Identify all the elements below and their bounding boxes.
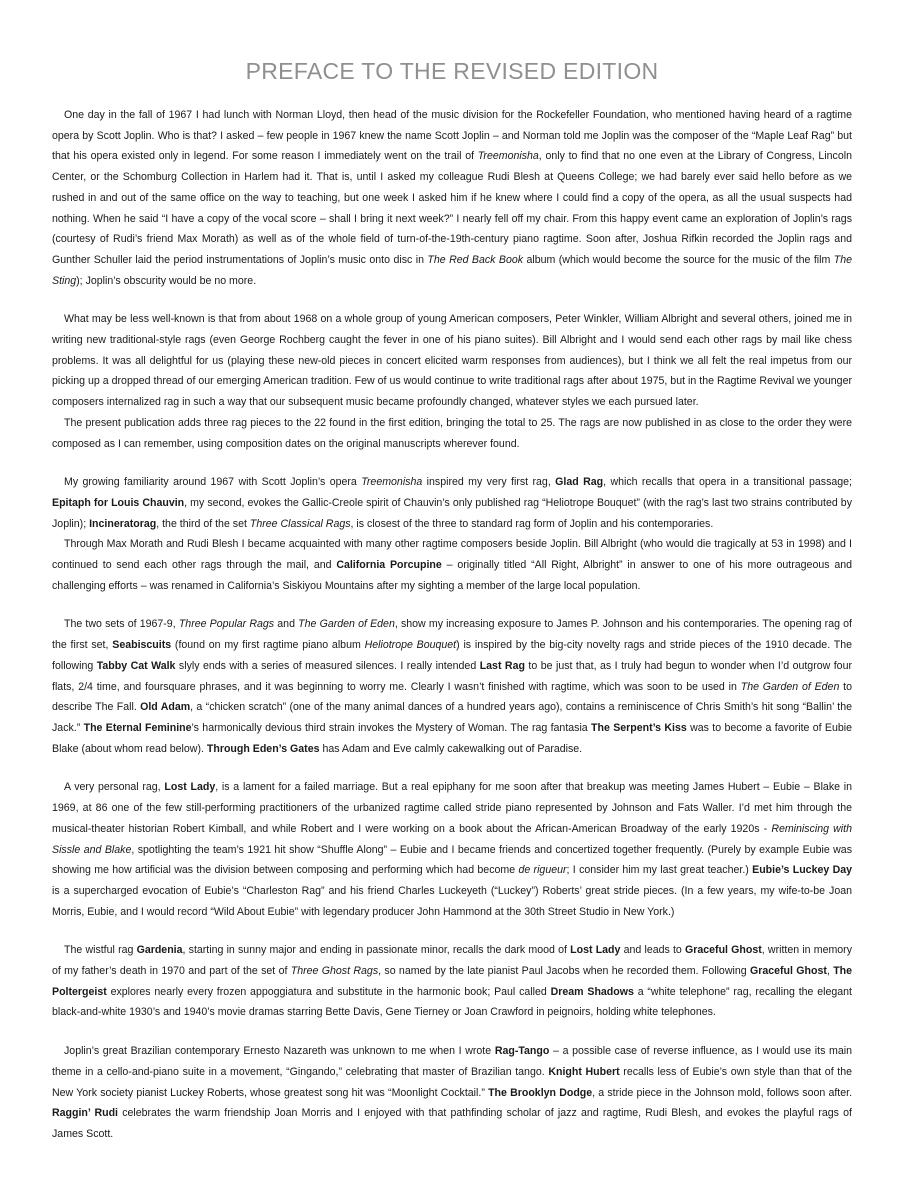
text-run: , so named by the late pianist Paul Jacobs when he recorded them. Following — [378, 965, 750, 978]
text-run: celebrates the warm friendship Joan Morris and I enjoyed with that pathfinding scholar of jazz and ragtime, Rudi Blesh, and evokes the playful rags of James Scott. — [52, 1107, 852, 1140]
work-title: Three Classical Rags — [249, 517, 351, 530]
rag-title: Through Eden’s Gates — [206, 742, 320, 755]
text-run: , a stride piece in the Johnson mold, follows soon after. — [592, 1086, 853, 1099]
work-title: The Sting — [52, 253, 852, 287]
text-run: The wistful rag — [64, 944, 137, 957]
paragraph — [52, 777, 852, 922]
rag-title: Eubie’s Luckey Day — [752, 864, 853, 877]
work-title: Reminiscing with Sissle and Blake — [52, 822, 852, 856]
text-run: explores nearly every frozen appoggiatura and substitute in the harmonic book; Paul called — [106, 985, 551, 998]
rag-title: Old Adam — [140, 701, 191, 714]
text-run: to describe The Fall. — [52, 680, 852, 714]
rag-title: Glad Rag — [555, 476, 604, 489]
work-title: Three Popular Rags — [178, 618, 275, 631]
rag-title: Gardenia — [136, 944, 183, 957]
text-run: inspired my very first rag, — [422, 476, 556, 489]
paragraph — [52, 614, 852, 759]
text-run: My growing familiarity around 1967 with Scott Joplin’s opera — [64, 476, 362, 489]
rag-title: The Serpent’s Kiss — [591, 721, 687, 734]
text-run: to be just that, as I truly had begun to wonder when I’d outgrow four flats, 2/4 time, and foursquare phrases, and it was beginning to worry me. Clearly I wasn’t finished with ragtime, which was soon to be used in — [52, 659, 852, 693]
work-title: Heliotrope Bouquet — [364, 639, 457, 652]
rag-title: The Brooklyn Dodge — [488, 1086, 593, 1099]
text-run: , written in memory of my father’s death in 1970 and part of the set of — [52, 944, 853, 978]
text-run: and — [274, 618, 299, 631]
text-run: , a “chicken scratch” (one of the many animal dances of a hundred years ago), contains a reminiscence of Chris Smith’s hit song “Ballin’ the Jack.” — [52, 701, 852, 734]
text-run: One day in the fall of 1967 I had lunch with Norman Lloyd, then head of the music division for the Rockefeller Foundation, who mentioned having heard of a ragtime opera by Scott Joplin. Who is that? I asked – few people in 1967 knew the name Scott Joplin – and Norman told me Joplin was the composer of the “Maple Leaf Rag” but that his opera existed only in legend. For some reason I immediately went on the trail of — [52, 109, 852, 163]
paragraph — [52, 413, 852, 454]
text-run: , which recalls that opera in a transitional passage; — [603, 476, 852, 489]
text-run: ) is inspired by the big-city novelty rags and stride pieces of the 1910 decade. The following — [52, 639, 852, 672]
text-run: Through Max Morath and Rudi Blesh I became acquainted with many other ragtime composers beside Joplin. Bill Albright (who would die tragically at 53 in 1998) and I continued to send each other rags through the mail, and — [52, 538, 852, 572]
text-run: is a supercharged evocation of Eubie’s “Charleston Rag” and his friend Charles Luckeyeth (“Luckey”) Roberts’ great stride pieces. (In a few years, my wife-to-be Joan Morris, Eubie, and I would record “Wild About Eubie” with legendary producer John Hammond at the 30th Street Studio in New York.) — [52, 884, 852, 918]
rag-title: Epitaph for Louis Chauvin — [52, 496, 185, 509]
paragraph — [52, 534, 852, 596]
paragraph — [52, 105, 852, 291]
work-title: Treemonisha — [477, 150, 539, 163]
text-run: , starting in sunny major and ending in passionate minor, recalls the dark mood of — [182, 944, 571, 957]
rag-title: Graceful Ghost — [749, 965, 827, 978]
preface-body — [52, 105, 852, 1145]
rag-title: Knight Hubert — [548, 1065, 620, 1078]
text-run: , only to find that no one even at the Library of Congress, Lincoln Center, or the Schomburg Collection in Harlem had it. That is, until I asked my colleague Rudi Blesh at Queens College; we had barely ever said hello before as we rushed in and out of the same office on the way to teaching, but one week I asked him if he knew where I could find a copy of the opera, as all the usual suspects had nothing. When he said “I have a copy of the vocal score – shall I bring it next week?” I nearly fell off my chair. From this happy event came an exploration of Joplin’s rags (courtesy of Rudi’s friend Max Morath) as well as of the whole field of turn-of-the-19th-century piano ragtime. Soon after, Joshua Rifkin recorded the Joplin rags and Gunther Schuller laid the period instrumentations of Joplin’s music onto disc in — [52, 150, 852, 266]
text-run: ); Joplin’s obscurity would be no more. — [76, 274, 257, 287]
paragraph — [52, 309, 852, 413]
rag-title: Graceful Ghost — [685, 944, 762, 957]
text-run: , show my increasing exposure to James P. Johnson and his contemporaries. The opening rag of the first set, — [52, 618, 852, 652]
rag-title: Rag-Tango — [494, 1045, 550, 1058]
text-run: a “white telephone” rag, recalling the elegant black-and-white 1930’s and 1940’s movie dramas starring Bette Davis, Gene Tierney or Joan Crawford in peignoirs, holding white telephones. — [52, 985, 852, 1019]
text-run: – originally titled “All Right, Albright” in answer to one of his more outrageous and challenging efforts – was renamed in California’s Siskiyou Mountains after my sighting a member of the large local population. — [52, 559, 853, 592]
text-run: – a possible case of reverse influence, as I would use its main theme in a cello-and-piano suite in a movement, “Gingando,” celebrating that master of Brazilian tango. — [52, 1045, 852, 1078]
text-run: , is a lament for a failed marriage. But a real epiphany for me soon after that breakup was meeting James Hubert – Eubie – Blake in 1969, at 86 one of the few still-performing practitioners of the urbanized ragtime called stride piano represented by Johnson and Fats Waller. I’d met him through the musical-theater historian Robert Kimball, and while Robert and I were working on a book about the African-American Broadway of the early 1920s - — [52, 781, 852, 835]
text-run: has Adam and Eve calmly cakewalking out of Paradise. — [319, 742, 583, 755]
rag-title: California Porcupine — [336, 559, 442, 572]
work-title: The Garden of Eden — [740, 680, 840, 693]
page-title: PREFACE TO THE REVISED EDITION — [245, 58, 659, 84]
rag-title: Lost Lady — [164, 781, 216, 794]
rag-title: Seabiscuits — [112, 639, 172, 652]
text-run: was to become a favorite of Eubie Blake (about whom read below). — [52, 721, 853, 755]
work-title: Treemonisha — [361, 476, 423, 489]
text-run: (found on my first ragtime piano album — [171, 639, 365, 652]
text-run: recalls less of Eubie’s own style than that of the New York society pianist Luckey Roberts, whose greatest song hit was “Moonlight Cocktail.” — [52, 1065, 853, 1099]
text-run: ; I consider him my last great teacher.) — [566, 864, 753, 877]
rag-title: The Eternal Feminine — [83, 721, 192, 734]
text-run: and leads to — [620, 944, 686, 957]
paragraph — [52, 940, 852, 1023]
work-title: The Red Back Book — [427, 253, 524, 266]
work-title: de rigueur — [518, 864, 567, 877]
rag-title: The Poltergeist — [52, 965, 853, 998]
work-title: The Garden of Eden — [298, 618, 395, 631]
rag-title: Incineratorag — [89, 517, 157, 530]
rag-title: Lost Lady — [570, 944, 621, 957]
text-run: album (which would become the source for the music of the film — [523, 253, 834, 266]
text-run: , — [826, 965, 834, 978]
text-run: Joplin’s great Brazilian contemporary Ernesto Nazareth was unknown to me when I wrote — [64, 1045, 495, 1058]
text-run: , spotlighting the team’s 1921 hit show “Shuffle Along” – Eubie and I became friends and concertized together frequently. (Purely by example Eubie was showing me how artificial was the division between composing and performing which had become — [52, 843, 852, 877]
rag-title: Dream Shadows — [550, 985, 634, 998]
rag-title: Last Rag — [479, 659, 525, 672]
text-run: ’s harmonically devious third strain invokes the Mystery of Woman. The rag fantasia — [191, 721, 592, 734]
text-run: The two sets of 1967-9, — [64, 618, 179, 631]
text-run: A very personal rag, — [64, 781, 165, 794]
text-run: The present publication adds three rag pieces to the 22 found in the first edition, bringing the total to 25. The rags are now published in as close to the order they were composed as I can remember, using composition dates on the original manuscripts wherever found. — [52, 416, 852, 450]
work-title: Three Ghost Rags — [290, 965, 379, 978]
text-run: slyly ends with a series of measured silences. I really intended — [175, 659, 480, 672]
rag-title: Raggin’ Rudi — [52, 1107, 118, 1120]
rag-title: Tabby Cat Walk — [96, 659, 176, 672]
paragraph — [52, 472, 852, 534]
text-run: , is closest of the three to standard rag form of Joplin and his contemporaries. — [350, 517, 714, 530]
text-run: , the third of the set — [156, 517, 250, 530]
text-run: What may be less well-known is that from about 1968 on a whole group of young American composers, Peter Winkler, William Albright and several others, joined me in writing new traditional-style rags (even George Rochberg caught the fever in one of his piano suites). Bill Albright and I would send each other rags by mail like chess problems. It was all delightful for us (playing these new-old pieces in concert elicited warm responses from audiences), but I think we all felt the real impetus from our picking up a dropped thread of our emerging American tradition. Few of us would continue to write traditional rags after about 1975, but in the Ragtime Revival we younger composers internalized rag in such a way that our subsequent music became profoundly changed, whatever styles we each pursued later. — [52, 313, 852, 409]
paragraph — [52, 1041, 852, 1145]
text-run: , my second, evokes the Gallic-Creole spirit of Chauvin’s only published rag “Heliotrope Bouquet” (with the rag’s last two strains contributed by Joplin); — [52, 496, 852, 530]
